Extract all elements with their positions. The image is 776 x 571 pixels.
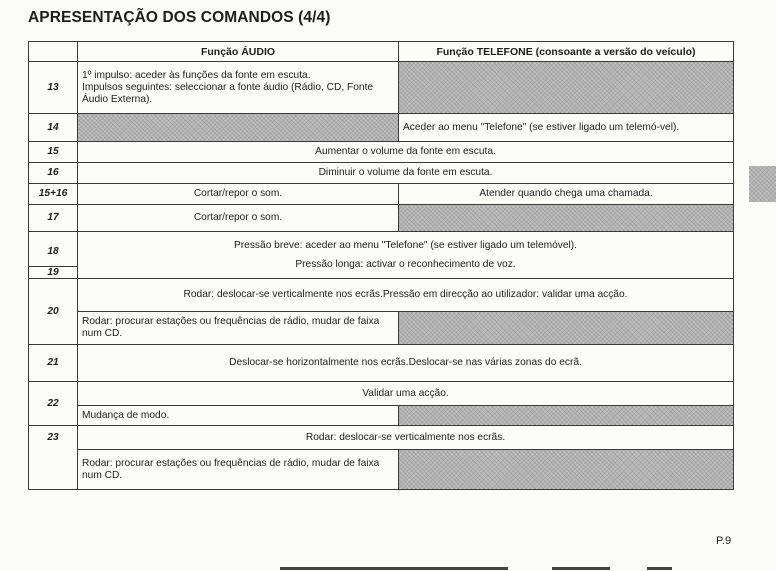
shared-cell <box>78 232 734 279</box>
row-number: 17 <box>29 205 78 232</box>
bottom-mark <box>647 567 672 570</box>
cell-text: 1º impulso: aceder às funções da fonte em escuta. <box>82 69 311 81</box>
table-row <box>29 142 734 163</box>
telefone-cell: Aceder ao menu "Telefone" (se estiver ligado um telemó-vel). <box>399 114 734 142</box>
table-row <box>29 279 734 312</box>
table-row <box>29 312 734 345</box>
table-row <box>29 114 734 142</box>
bottom-mark <box>552 567 610 570</box>
table-row <box>29 163 734 184</box>
row-number: 13 <box>29 62 78 114</box>
audio-cell <box>78 62 399 114</box>
row-number: 19 <box>29 267 78 279</box>
table-row <box>29 205 734 232</box>
audio-cell: Mudança de modo. <box>78 406 399 426</box>
table-row <box>29 382 734 406</box>
table-row <box>29 345 734 382</box>
row-number: 23 <box>29 426 78 490</box>
row-number: 20 <box>29 279 78 345</box>
row-number: 18 <box>29 232 78 267</box>
table-row <box>29 184 734 205</box>
row-number: 22 <box>29 382 78 426</box>
audio-cell: Rodar: procurar estações ou frequências de rádio, mudar de faixa num CD. <box>78 450 399 490</box>
header-number <box>29 42 78 62</box>
audio-cell: Cortar/repor o som. <box>78 205 399 232</box>
bottom-mark <box>280 567 508 570</box>
page-number: P.9 <box>716 535 732 547</box>
shaded-cell <box>399 62 734 114</box>
shaded-cell <box>399 450 734 490</box>
audio-cell: Rodar: procurar estações ou frequências de rádio, mudar de faixa num CD. <box>78 312 399 345</box>
row-number: 16 <box>29 163 78 184</box>
shared-cell: Validar uma acção. <box>78 382 734 406</box>
cell-text: Impulsos seguintes: seleccionar a fonte áudio (Rádio, CD, Fonte Áudio Externa). <box>82 81 374 105</box>
shaded-cell <box>78 114 399 142</box>
table-row <box>29 426 734 450</box>
table-row <box>29 232 734 267</box>
shaded-cell <box>399 205 734 232</box>
side-tab <box>749 166 776 202</box>
shared-cell: Rodar: deslocar-se verticalmente nos ecrãs. <box>78 426 734 450</box>
shared-cell: Rodar: deslocar-se verticalmente nos ecrãs.Pressão em direcção ao utilizador: validar uma acção. <box>78 279 734 312</box>
telefone-cell: Atender quando chega uma chamada. <box>399 184 734 205</box>
header-telefone: Função TELEFONE (consoante a versão do veículo) <box>399 42 734 62</box>
row-number: 21 <box>29 345 78 382</box>
row-number: 14 <box>29 114 78 142</box>
shaded-cell <box>399 406 734 426</box>
shared-cell: Deslocar-se horizontalmente nos ecrãs.Deslocar-se nas várias zonas do ecrã. <box>78 345 734 382</box>
commands-table <box>28 41 734 490</box>
shared-cell: Diminuir o volume da fonte em escuta. <box>78 163 734 184</box>
row-number: 15+16 <box>29 184 78 205</box>
row-number: 15 <box>29 142 78 163</box>
shaded-cell <box>399 312 734 345</box>
table-row <box>29 62 734 114</box>
audio-cell: Cortar/repor o som. <box>78 184 399 205</box>
table-header-row <box>29 42 734 62</box>
table-row <box>29 450 734 490</box>
header-audio: Função ÁUDIO <box>78 42 399 62</box>
cell-text: Pressão breve: aceder ao menu "Telefone" (se estiver ligado um telemóvel). <box>233 239 578 251</box>
cell-text: Pressão longa: activar o reconhecimento de voz. <box>295 258 516 270</box>
page-title: APRESENTAÇÃO DOS COMANDOS (4/4) <box>28 9 331 26</box>
shared-cell: Aumentar o volume da fonte em escuta. <box>78 142 734 163</box>
table-row <box>29 406 734 426</box>
